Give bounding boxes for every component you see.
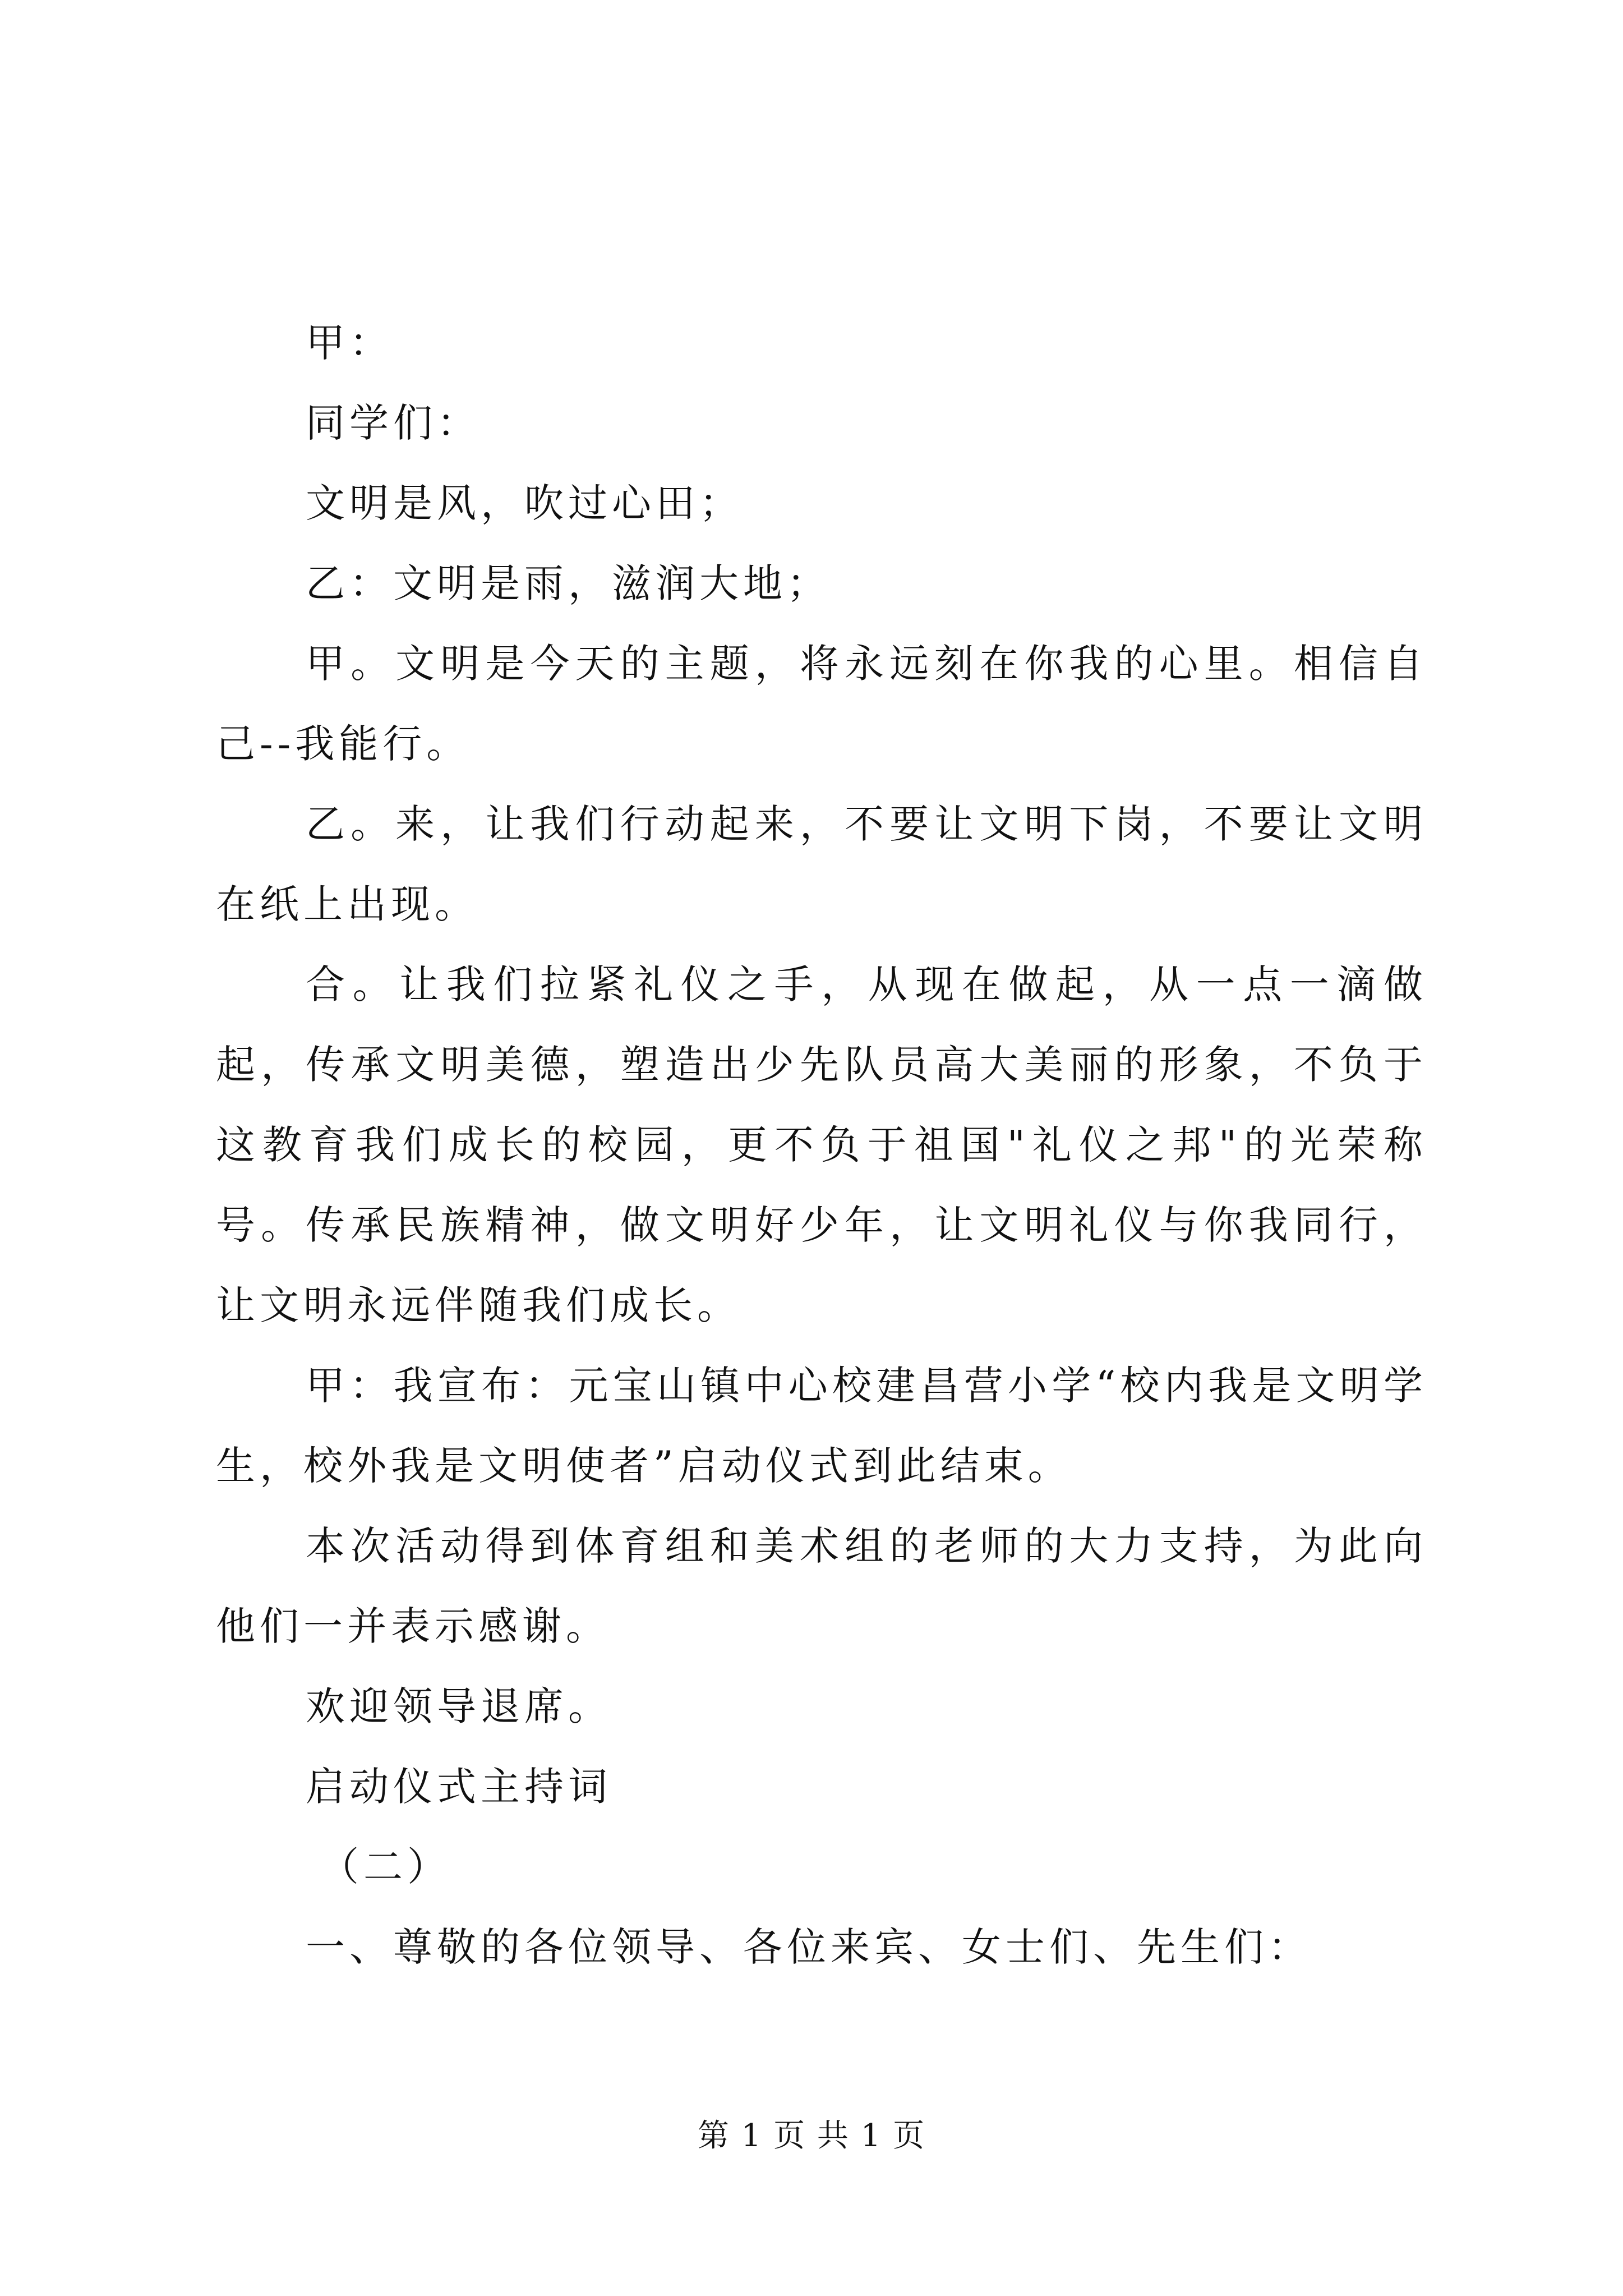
section-title: 启动仪式主持词 bbox=[306, 1764, 612, 1810]
page-footer: 第 1 页 共 1 页 bbox=[697, 2118, 926, 2154]
document-body bbox=[216, 303, 1427, 1987]
paragraph-3: 文明是风，吹过心田； bbox=[306, 480, 743, 526]
paragraph-9: 本次活动得到体育组和美术组的老师的大力支持，为此向他们一并表示感谢。 bbox=[216, 1523, 1427, 1649]
paragraph-8: 甲：我宣布：元宝山镇中心校建昌营小学“校内我是文明学生，校外我是文明使者”启动仪式到此结束。 bbox=[216, 1363, 1427, 1489]
paragraph-5: 甲。文明是今天的主题，将永远刻在你我的心里。相信自己--我能行。 bbox=[216, 641, 1427, 767]
paragraph-4: 乙：文明是雨，滋润大地； bbox=[306, 560, 831, 606]
paragraph-1: 甲： bbox=[306, 320, 393, 366]
paragraph-7: 合。让我们拉紧礼仪之手，从现在做起，从一点一滴做起，传承文明美德，塑造出少先队员高大美丽的形象，不负于这教育我们成长的校园，更不负于祖国"礼仪之邦"的光荣称号。传承民族精神，做文明好少年，让文明礼仪与你我同行，让文明永远伴随我们成长。 bbox=[216, 961, 1427, 1328]
paragraph-2: 同学们： bbox=[306, 400, 481, 446]
section-number: （二） bbox=[320, 1844, 451, 1890]
paragraph-6: 乙。来，让我们行动起来，不要让文明下岗，不要让文明在纸上出现。 bbox=[216, 801, 1427, 927]
paragraph-10: 欢迎领导退席。 bbox=[306, 1683, 612, 1729]
paragraph-13: 一、尊敬的各位领导、各位来宾、女士们、先生们： bbox=[306, 1924, 1312, 1970]
